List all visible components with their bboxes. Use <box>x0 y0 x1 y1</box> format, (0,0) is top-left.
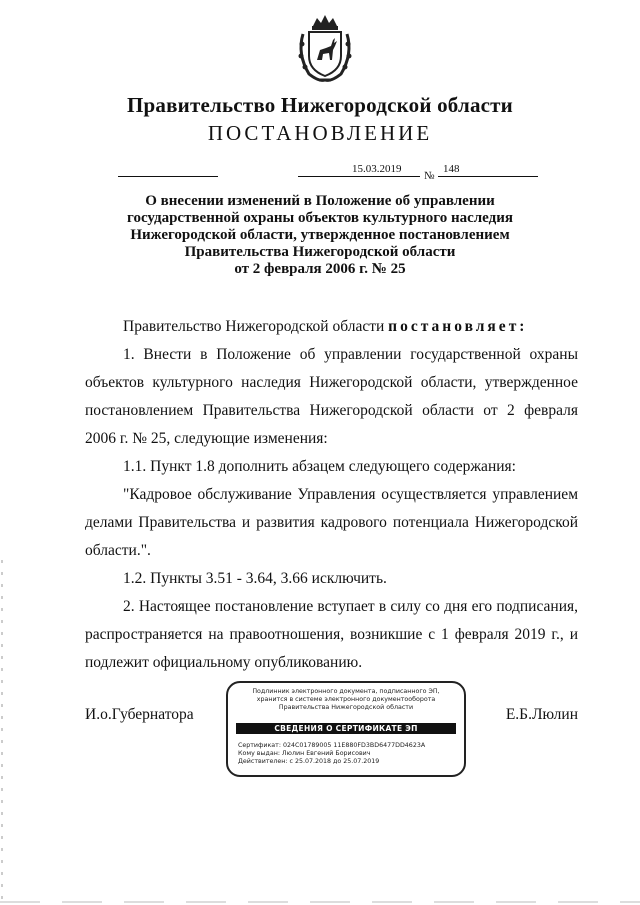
preamble <box>85 313 578 341</box>
number-sign: № <box>424 170 435 182</box>
e-signature-stamp <box>226 681 466 777</box>
stamp-header-line: хранится в системе электронного документооборота <box>256 696 436 703</box>
subject-line: О внесении изменений в Положение об управлении <box>145 193 495 209</box>
subject-line: Правительства Нижегородской области <box>184 244 456 260</box>
document-date: 15.03.2019 <box>352 163 402 175</box>
signer-name: Е.Б.Люлин <box>505 706 578 723</box>
document-kind: ПОСТАНОВЛЕНИЕ <box>207 121 433 145</box>
document-body <box>85 313 578 677</box>
coat-of-arms-icon <box>293 12 357 84</box>
date-line-left <box>118 176 218 177</box>
stamp-header <box>228 688 464 712</box>
stamp-certificate-band: СВЕДЕНИЯ О СЕРТИФИКАТЕ ЭП <box>236 723 456 734</box>
preamble-verb: постановляет: <box>388 318 528 335</box>
stamp-details <box>238 742 425 766</box>
paragraph-1-1-quote: "Кадровое обслуживание Управления осуществляется управлением делами Правительства и развития кадрового потенциала Нижегородской области.". <box>85 486 578 559</box>
paragraph-1-1: 1.1. Пункт 1.8 дополнить абзацем следующего содержания: <box>123 458 516 475</box>
stamp-validity-row: Действителен: с 25.07.2018 до 25.07.2019 <box>238 758 380 765</box>
subject-line: от 2 февраля 2006 г. № 25 <box>234 261 406 277</box>
paragraph-1-2: 1.2. Пункты 3.51 - 3.64, 3.66 исключить. <box>123 570 387 587</box>
preamble-text: Правительство Нижегородской области <box>123 318 389 335</box>
stamp-certificate-row: Сертификат: 024C01789005 11E880FD3BD6477DD4623A <box>238 742 426 749</box>
date-line <box>298 176 420 177</box>
stamp-header-line: Правительства Нижегородской области <box>278 704 414 711</box>
document-number: 148 <box>443 163 460 175</box>
paragraph-2: 2. Настоящее постановление вступает в силу со дня его подписания, распространяется на правоотношения, возникшие с 1 февраля 2019 г., и подлежит официальному опубликованию. <box>85 598 578 671</box>
subject-line: государственной охраны объектов культурного наследия <box>127 210 513 226</box>
government-title: Правительство Нижегородской области <box>127 93 513 117</box>
signer-role: И.о.Губернатора <box>85 706 194 723</box>
subject-line: Нижегородской области, утвержденное постановлением <box>130 227 510 243</box>
paragraph-1: 1. Внести в Положение об управлении государственной охраны объектов культурного наследия Нижегородской области, утвержденное постановлением Правительства Нижегородской области от 2 февраля 2006 г. № 25, следующие изменения: <box>85 346 578 447</box>
stamp-header-line: Подлинник электронного документа, подписанного ЭП, <box>252 688 440 695</box>
stamp-issued-to-row: Кому выдан: Люлин Евгений Борисович <box>238 750 371 757</box>
number-line <box>438 176 538 177</box>
document-subject <box>90 193 550 278</box>
